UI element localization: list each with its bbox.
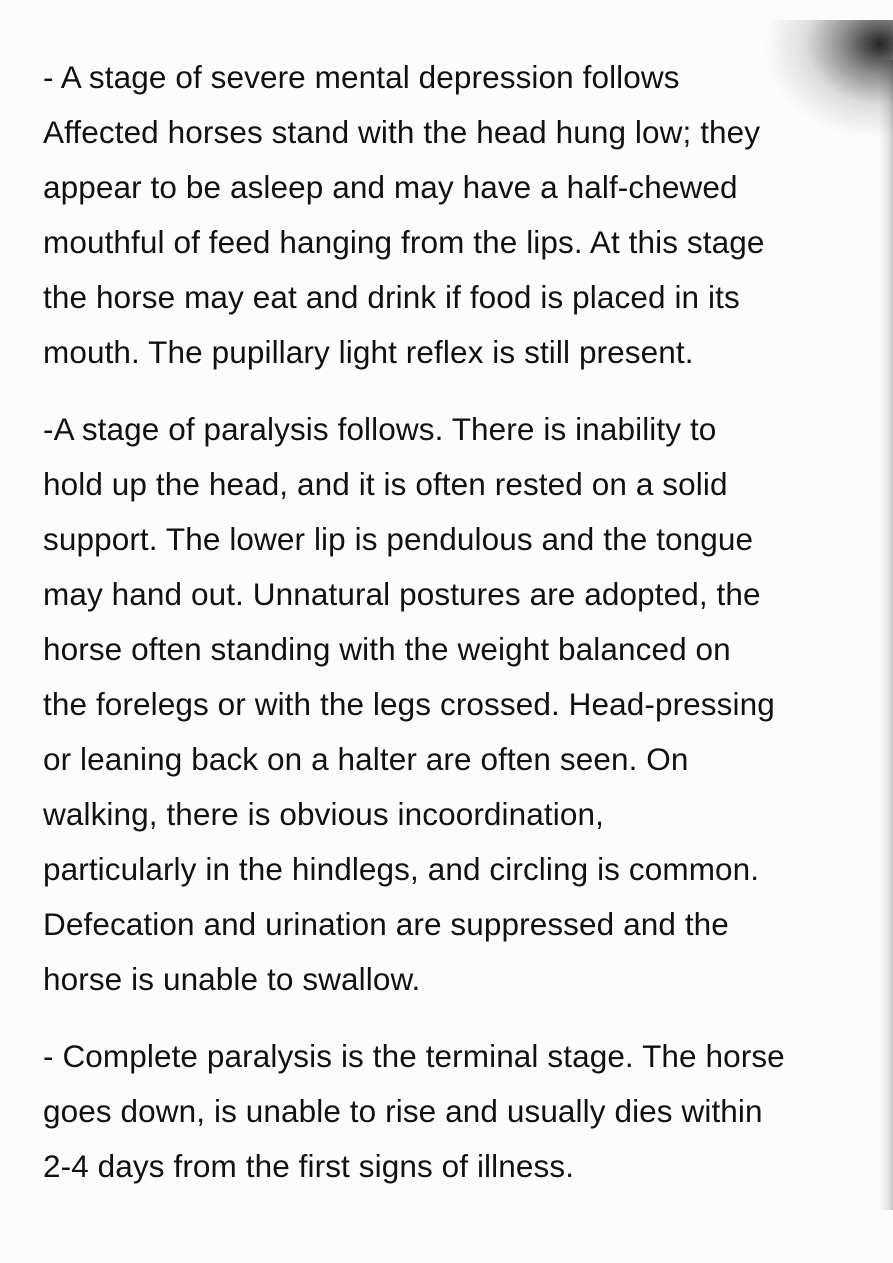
text-line: may hand out. Unnatural postures are adopted, the xyxy=(43,576,761,612)
text-line: hold up the head, and it is often rested on a solid xyxy=(43,466,728,502)
text-line: - Complete paralysis is the terminal stage. The horse xyxy=(43,1038,785,1074)
paragraph-terminal-stage xyxy=(43,1029,883,1194)
text-line: mouth. The pupillary light reflex is still present. xyxy=(43,334,694,370)
text-line: walking, there is obvious incoordination, xyxy=(43,796,604,832)
paragraph-paralysis-stage xyxy=(43,402,883,1007)
text-line: Affected horses stand with the head hung low; they xyxy=(43,114,761,150)
paragraph-depression-stage xyxy=(43,50,883,380)
text-line: horse is unable to swallow. xyxy=(43,961,421,997)
text-line: 2-4 days from the first signs of illness. xyxy=(43,1148,575,1184)
text-line: -A stage of paralysis follows. There is inability to xyxy=(43,411,717,447)
text-line: the forelegs or with the legs crossed. Head-pressing xyxy=(43,686,775,722)
text-line: or leaning back on a halter are often seen. On xyxy=(43,741,689,777)
text-line: horse often standing with the weight balanced on xyxy=(43,631,731,667)
text-line: the horse may eat and drink if food is placed in its xyxy=(43,279,740,315)
text-line: particularly in the hindlegs, and circling is common. xyxy=(43,851,760,887)
text-line: goes down, is unable to rise and usually dies within xyxy=(43,1093,763,1129)
text-line: support. The lower lip is pendulous and the tongue xyxy=(43,521,754,557)
text-line: appear to be asleep and may have a half-chewed xyxy=(43,169,738,205)
text-line: - A stage of severe mental depression follows xyxy=(43,59,680,95)
text-line: Defecation and urination are suppressed and the xyxy=(43,906,729,942)
text-line: mouthful of feed hanging from the lips. At this stage xyxy=(43,224,765,260)
document-text xyxy=(43,50,883,1216)
